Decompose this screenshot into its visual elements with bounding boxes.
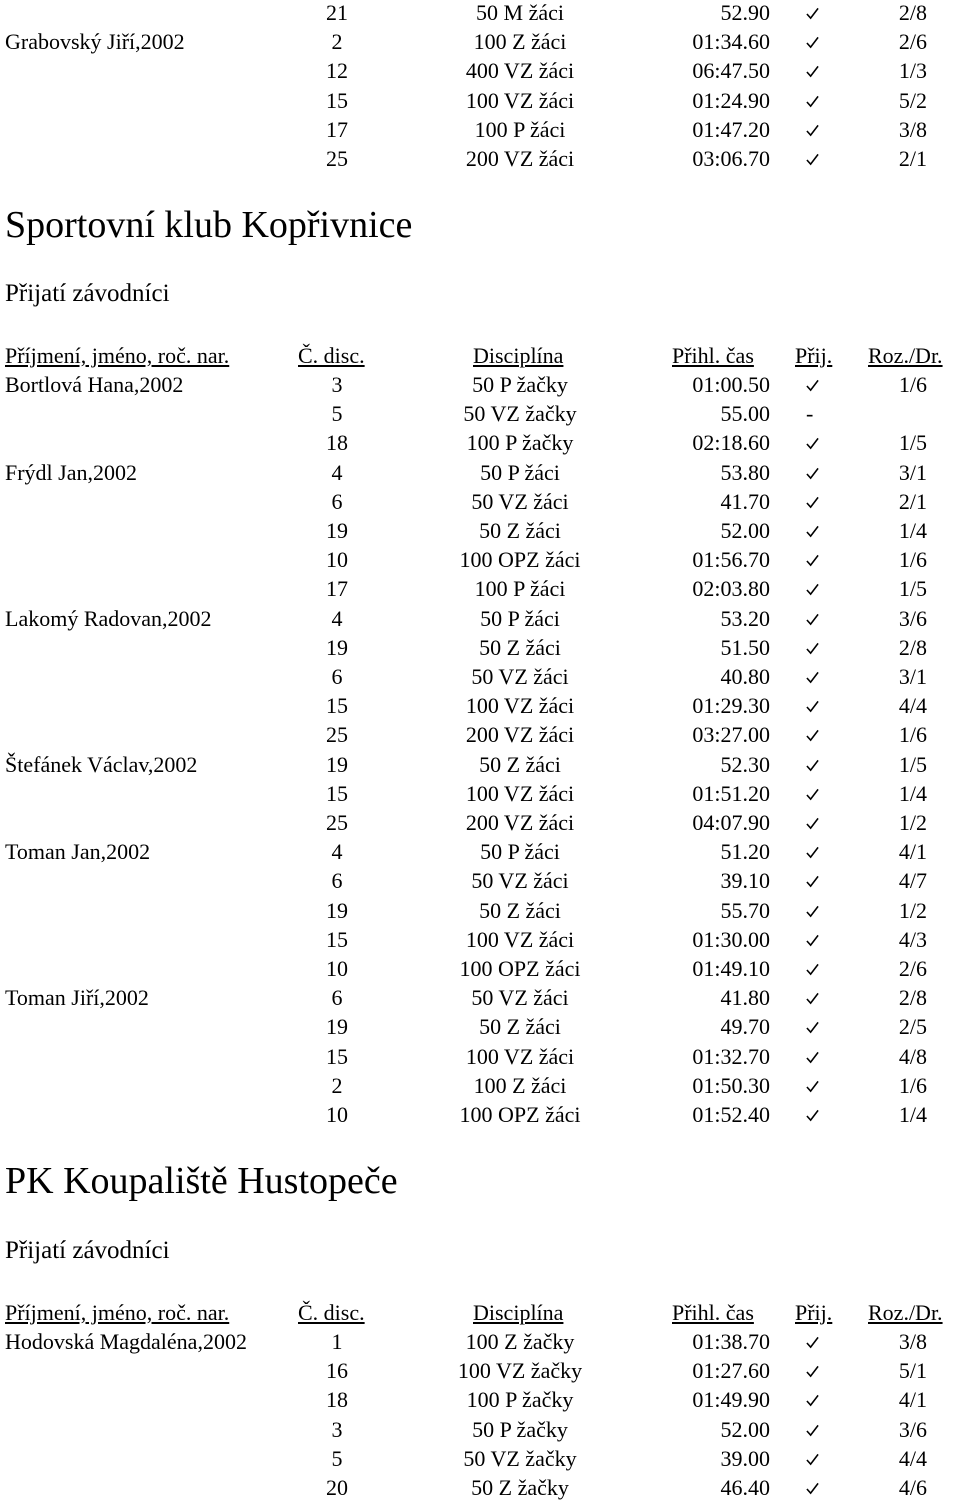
accepted-status	[806, 925, 819, 954]
discipline-name: 50 P žáci	[480, 839, 560, 865]
table-row	[0, 0, 960, 27]
accepted-status	[806, 866, 819, 895]
accepted-status	[806, 954, 819, 983]
heat-lane: 4/3	[898, 926, 927, 952]
discipline-name: 50 P žačky	[472, 1416, 568, 1442]
table-row	[0, 428, 960, 457]
entry-time: 01:52.40	[692, 1102, 770, 1127]
heat-lane: 4/6	[898, 1475, 927, 1500]
discipline-number: 25	[326, 146, 348, 171]
table-row	[0, 1042, 960, 1071]
discipline-name: 200 VZ žáci	[465, 722, 575, 748]
accepted-status	[806, 1356, 819, 1385]
discipline-number: 19	[326, 518, 348, 543]
entry-time: 52.30	[720, 751, 770, 777]
table-row	[0, 399, 960, 428]
table-row	[0, 370, 960, 399]
checkmark-icon	[806, 36, 819, 49]
table-row	[0, 1385, 960, 1414]
entry-time: 01:49.10	[692, 956, 770, 981]
heat-lane: 2/1	[898, 488, 927, 514]
discipline-number: 15	[326, 1043, 348, 1069]
discipline-number: 12	[326, 58, 348, 84]
heat-lane: 3/8	[898, 1329, 927, 1354]
entry-time: 01:29.30	[692, 693, 770, 719]
accepted-status	[806, 1042, 819, 1071]
discipline-name: 100 Z žačky	[465, 1329, 575, 1354]
header-time: Přihl. čas	[672, 1300, 754, 1325]
heat-lane: 1/6	[898, 547, 927, 573]
section-subtitle: Přijatí závodníci	[5, 280, 170, 307]
discipline-number: 19	[326, 634, 348, 660]
entry-time: 52.00	[720, 1416, 770, 1442]
checkmark-icon	[806, 1080, 819, 1093]
discipline-number: 18	[326, 430, 348, 456]
discipline-number: 15	[326, 926, 348, 952]
accepted-status	[806, 0, 819, 27]
discipline-name: 100 P žáci	[474, 116, 566, 142]
heat-lane: 1/6	[898, 1072, 927, 1098]
heat-lane: 1/5	[898, 576, 927, 602]
discipline-name: 100 VZ žáci	[465, 693, 575, 719]
checkmark-icon	[806, 788, 819, 801]
discipline-name: 50 Z žáci	[479, 751, 561, 777]
table-row	[0, 896, 960, 925]
header-disc: Č. disc.	[298, 343, 365, 368]
entry-time: 03:27.00	[692, 722, 770, 748]
table-row	[0, 56, 960, 85]
discipline-name: 100 P žačky	[466, 1387, 574, 1413]
discipline-number: 17	[326, 576, 348, 602]
accepted-status	[806, 1444, 819, 1473]
heat-lane: 4/4	[898, 1445, 927, 1471]
accepted-status	[806, 779, 819, 808]
table-row	[0, 1356, 960, 1385]
checkmark-icon	[806, 583, 819, 596]
entry-time: 52.90	[720, 0, 770, 25]
heat-lane: 1/6	[898, 722, 927, 748]
discipline-name: 50 VZ žáci	[471, 985, 569, 1011]
entry-time: 51.50	[720, 634, 770, 660]
checkmark-icon	[806, 496, 819, 509]
header-time: Přihl. čas	[672, 343, 754, 368]
discipline-number: 6	[331, 985, 343, 1011]
entry-time: 51.20	[720, 839, 770, 865]
header-rank: Roz./Dr.	[868, 1300, 943, 1325]
discipline-name: 100 OPZ žáci	[459, 1102, 581, 1127]
accepted-status	[806, 574, 819, 603]
entry-time: 39.10	[720, 868, 770, 894]
discipline-name: 100 VZ žáci	[465, 1043, 575, 1069]
checkmark-icon	[806, 525, 819, 538]
discipline-number: 19	[326, 751, 348, 777]
discipline-name: 400 VZ žáci	[465, 58, 575, 84]
discipline-number: 10	[326, 956, 348, 981]
accepted-status	[806, 27, 819, 56]
entry-time: 02:03.80	[692, 576, 770, 602]
checkmark-icon	[806, 1109, 819, 1122]
heat-lane: 4/1	[898, 1387, 927, 1413]
entry-time: 01:34.60	[692, 29, 770, 55]
checkmark-icon	[806, 729, 819, 742]
header-name: Příjmení, jméno, roč. nar.	[5, 1300, 230, 1325]
club-title: PK Koupaliště Hustopeče	[5, 1160, 398, 1202]
table-row	[0, 691, 960, 720]
entry-time: 40.80	[720, 664, 770, 689]
checkmark-icon	[806, 700, 819, 713]
discipline-number: 10	[326, 547, 348, 573]
discipline-number: 10	[326, 1102, 348, 1127]
header-accepted: Přij.	[795, 343, 833, 368]
entry-time: 01:51.20	[692, 780, 770, 806]
header-name: Příjmení, jméno, roč. nar.	[5, 343, 230, 368]
heat-lane: 3/1	[898, 459, 927, 485]
checkmark-icon	[806, 554, 819, 567]
checkmark-icon	[806, 817, 819, 830]
discipline-name: 50 Z žáci	[479, 897, 561, 923]
heat-lane: 1/2	[898, 810, 927, 835]
heat-lane: 2/8	[898, 985, 927, 1011]
table-row	[0, 954, 960, 983]
checkmark-icon	[806, 437, 819, 450]
table-row	[0, 458, 960, 487]
discipline-number: 6	[331, 664, 343, 689]
accepted-status	[806, 370, 819, 399]
heat-lane: 1/3	[898, 58, 927, 84]
discipline-number: 19	[326, 1014, 348, 1040]
discipline-number: 25	[326, 722, 348, 748]
checkmark-icon	[806, 467, 819, 480]
discipline-number: 4	[331, 605, 343, 631]
checkmark-icon	[806, 1336, 819, 1349]
table-row	[0, 1012, 960, 1041]
discipline-number: 17	[326, 116, 348, 142]
accepted-status	[806, 750, 819, 779]
accepted-status	[806, 428, 819, 457]
swimmer-name: Štefánek Václav,2002	[5, 751, 198, 777]
discipline-name: 100 P žáci	[474, 576, 566, 602]
table-row	[0, 604, 960, 633]
table-row	[0, 720, 960, 749]
checkmark-icon	[806, 7, 819, 20]
header-event: Disciplína	[473, 343, 564, 368]
header-event: Disciplína	[473, 1300, 564, 1325]
accepted-status	[806, 720, 819, 749]
discipline-number: 1	[331, 1329, 343, 1354]
checkmark-icon	[806, 934, 819, 947]
heat-lane: 1/5	[898, 751, 927, 777]
swimmer-name: Lakomý Radovan,2002	[5, 605, 212, 631]
accepted-status: -	[806, 401, 814, 427]
heat-lane: 4/4	[898, 693, 927, 719]
heat-lane: 2/6	[898, 29, 927, 55]
accepted-status	[806, 662, 819, 691]
table-row	[0, 545, 960, 574]
heat-lane: 2/1	[898, 146, 927, 171]
table-row	[0, 750, 960, 779]
heat-lane: 4/7	[898, 868, 927, 894]
discipline-number: 2	[331, 29, 343, 55]
discipline-name: 100 VZ žáci	[465, 926, 575, 952]
discipline-name: 50 P žáci	[480, 459, 560, 485]
discipline-name: 200 VZ žáci	[465, 810, 575, 835]
discipline-name: 100 VZ žáci	[465, 87, 575, 113]
accepted-status	[806, 1327, 819, 1356]
entry-time: 01:24.90	[692, 87, 770, 113]
discipline-name: 100 Z žáci	[473, 1072, 567, 1098]
discipline-name: 200 VZ žáci	[465, 146, 575, 171]
discipline-name: 50 Z žačky	[471, 1475, 569, 1500]
heat-lane: 1/2	[898, 897, 927, 923]
entry-time: 41.70	[720, 488, 770, 514]
entry-time: 39.00	[720, 1445, 770, 1471]
accepted-status	[806, 691, 819, 720]
checkmark-icon	[806, 642, 819, 655]
entry-time: 01:38.70	[692, 1329, 770, 1354]
swimmer-name: Bortlová Hana,2002	[5, 372, 184, 397]
accepted-status	[806, 1415, 819, 1444]
heat-lane: 3/1	[898, 664, 927, 689]
entry-time: 01:56.70	[692, 547, 770, 573]
checkmark-icon	[806, 1394, 819, 1407]
heat-lane: 4/1	[898, 839, 927, 865]
discipline-number: 3	[331, 1416, 343, 1442]
swimmer-name: Frýdl Jan,2002	[5, 459, 137, 485]
discipline-number: 15	[326, 780, 348, 806]
heat-lane: 5/1	[898, 1358, 927, 1384]
entry-time: 01:47.20	[692, 116, 770, 142]
discipline-name: 50 VZ žáci	[471, 488, 569, 514]
table-row	[0, 1444, 960, 1473]
accepted-status	[806, 86, 819, 115]
entry-time: 52.00	[720, 518, 770, 543]
entry-time: 53.20	[720, 605, 770, 631]
table-row	[0, 487, 960, 516]
discipline-name: 50 VZ žačky	[463, 1445, 577, 1471]
accepted-status	[806, 633, 819, 662]
discipline-number: 6	[331, 488, 343, 514]
heat-lane: 2/5	[898, 1014, 927, 1040]
entry-time: 55.00	[720, 401, 770, 427]
checkmark-icon	[806, 992, 819, 1005]
entry-time: 01:30.00	[692, 926, 770, 952]
heat-lane: 1/4	[898, 780, 927, 806]
accepted-status	[806, 1012, 819, 1041]
entry-time: 04:07.90	[692, 810, 770, 835]
table-row	[0, 516, 960, 545]
table-row	[0, 1100, 960, 1129]
table-row	[0, 779, 960, 808]
table-row	[0, 144, 960, 173]
heat-lane: 1/4	[898, 518, 927, 543]
discipline-number: 16	[326, 1358, 348, 1384]
checkmark-icon	[806, 905, 819, 918]
discipline-number: 20	[326, 1475, 348, 1500]
table-row	[0, 1327, 960, 1356]
accepted-status	[806, 1071, 819, 1100]
checkmark-icon	[806, 963, 819, 976]
discipline-name: 50 VZ žáci	[471, 664, 569, 689]
checkmark-icon	[806, 1021, 819, 1034]
checkmark-icon	[806, 153, 819, 166]
checkmark-icon	[806, 613, 819, 626]
table-row	[0, 1473, 960, 1502]
table-row	[0, 662, 960, 691]
table-header	[0, 1298, 960, 1327]
table-row	[0, 983, 960, 1012]
checkmark-icon	[806, 875, 819, 888]
checkmark-icon	[806, 1365, 819, 1378]
table-row	[0, 925, 960, 954]
checkmark-icon	[806, 1453, 819, 1466]
discipline-name: 50 P žáci	[480, 605, 560, 631]
checkmark-icon	[806, 1482, 819, 1495]
discipline-name: 50 Z žáci	[479, 634, 561, 660]
entry-time: 46.40	[720, 1475, 770, 1500]
discipline-number: 4	[331, 839, 343, 865]
heat-lane: 2/8	[898, 634, 927, 660]
table-row	[0, 808, 960, 837]
checkmark-icon	[806, 759, 819, 772]
accepted-status	[806, 487, 819, 516]
heat-lane: 3/6	[898, 605, 927, 631]
discipline-name: 50 P žačky	[472, 372, 568, 397]
discipline-number: 21	[326, 0, 348, 25]
entry-time: 06:47.50	[692, 58, 770, 84]
accepted-status	[806, 808, 819, 837]
discipline-number: 5	[331, 1445, 343, 1471]
discipline-number: 15	[326, 87, 348, 113]
accepted-status	[806, 837, 819, 866]
accepted-status	[806, 144, 819, 173]
heat-lane: 1/4	[898, 1102, 927, 1127]
discipline-name: 50 M žáci	[476, 0, 564, 25]
discipline-name: 50 VZ žačky	[463, 401, 577, 427]
discipline-name: 100 OPZ žáci	[459, 956, 581, 981]
discipline-name: 100 Z žáci	[473, 29, 567, 55]
discipline-number: 3	[331, 372, 343, 397]
header-rank: Roz./Dr.	[868, 343, 943, 368]
swimmer-name: Hodovská Magdaléna,2002	[5, 1329, 247, 1354]
entry-time: 41.80	[720, 985, 770, 1011]
entry-time: 55.70	[720, 897, 770, 923]
accepted-status	[806, 983, 819, 1012]
discipline-number: 15	[326, 693, 348, 719]
discipline-name: 100 VZ žačky	[457, 1358, 583, 1384]
table-row	[0, 115, 960, 144]
heat-lane: 2/8	[898, 0, 927, 25]
entry-time: 01:00.50	[692, 372, 770, 397]
heat-lane: 1/5	[898, 430, 927, 456]
entry-time: 01:49.90	[692, 1387, 770, 1413]
discipline-name: 50 Z žáci	[479, 518, 561, 543]
entry-time: 01:27.60	[692, 1358, 770, 1384]
checkmark-icon	[806, 124, 819, 137]
club-title: Sportovní klub Kopřivnice	[5, 204, 413, 246]
swimmer-name: Toman Jiří,2002	[5, 985, 149, 1011]
discipline-number: 5	[331, 401, 343, 427]
checkmark-icon	[806, 379, 819, 392]
discipline-number: 4	[331, 459, 343, 485]
table-row	[0, 837, 960, 866]
entry-time: 49.70	[720, 1014, 770, 1040]
entry-time: 03:06.70	[692, 146, 770, 171]
accepted-status	[806, 604, 819, 633]
accepted-status	[806, 896, 819, 925]
table-header	[0, 341, 960, 370]
discipline-name: 100 P žačky	[466, 430, 574, 456]
accepted-status	[806, 545, 819, 574]
heat-lane: 5/2	[898, 87, 927, 113]
accepted-status	[806, 1100, 819, 1129]
heat-lane: 3/8	[898, 116, 927, 142]
table-row	[0, 574, 960, 603]
heat-lane: 3/6	[898, 1416, 927, 1442]
table-row	[0, 866, 960, 895]
discipline-number: 6	[331, 868, 343, 894]
section-subtitle: Přijatí závodníci	[5, 1237, 170, 1264]
accepted-status	[806, 458, 819, 487]
swimmer-name: Grabovský Jiří,2002	[5, 29, 185, 55]
table-row	[0, 27, 960, 56]
accepted-status	[806, 516, 819, 545]
discipline-name: 50 Z žáci	[479, 1014, 561, 1040]
accepted-status	[806, 115, 819, 144]
discipline-name: 50 VZ žáci	[471, 868, 569, 894]
header-disc: Č. disc.	[298, 1300, 365, 1325]
heat-lane: 1/6	[898, 372, 927, 397]
swimmer-name: Toman Jan,2002	[5, 839, 151, 865]
header-accepted: Přij.	[795, 1300, 833, 1325]
discipline-name: 100 VZ žáci	[465, 780, 575, 806]
heat-lane: 4/8	[898, 1043, 927, 1069]
entry-time: 53.80	[720, 459, 770, 485]
heat-lane: 2/6	[898, 956, 927, 981]
discipline-number: 18	[326, 1387, 348, 1413]
checkmark-icon	[806, 1051, 819, 1064]
checkmark-icon	[806, 65, 819, 78]
discipline-name: 100 OPZ žáci	[459, 547, 581, 573]
entry-time: 01:32.70	[692, 1043, 770, 1069]
table-row	[0, 1071, 960, 1100]
table-row	[0, 1415, 960, 1444]
accepted-status	[806, 1385, 819, 1414]
table-row	[0, 633, 960, 662]
discipline-number: 19	[326, 897, 348, 923]
accepted-status	[806, 1473, 819, 1502]
accepted-status	[806, 56, 819, 85]
table-row	[0, 86, 960, 115]
checkmark-icon	[806, 1424, 819, 1437]
entry-time: 02:18.60	[692, 430, 770, 456]
discipline-number: 2	[331, 1072, 343, 1098]
discipline-number: 25	[326, 810, 348, 835]
checkmark-icon	[806, 846, 819, 859]
checkmark-icon	[806, 95, 819, 108]
entry-time: 01:50.30	[692, 1072, 770, 1098]
checkmark-icon	[806, 671, 819, 684]
